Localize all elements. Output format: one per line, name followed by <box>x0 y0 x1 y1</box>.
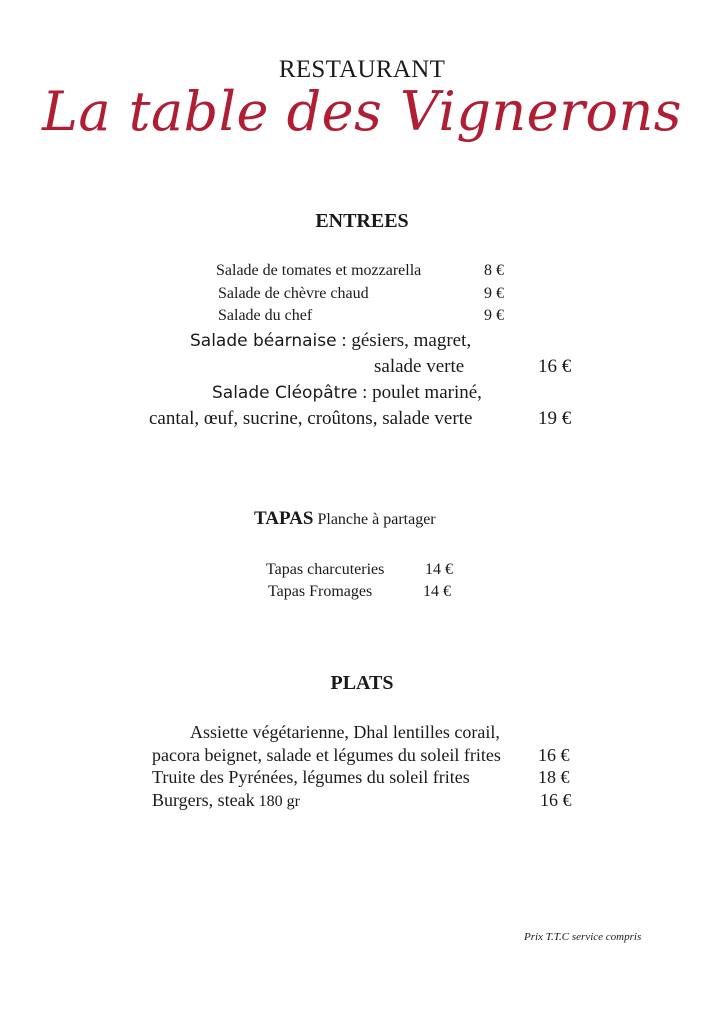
menu-item-price: 19 € <box>538 408 572 429</box>
menu-item-description: : poulet mariné, <box>357 382 482 403</box>
menu-item-name: Salade de chèvre chaud <box>218 285 369 302</box>
section-title: TAPAS <box>254 508 314 529</box>
menu-item-name: Salade de tomates et mozzarella <box>216 262 422 279</box>
menu-item-description: : gésiers, magret, <box>336 330 472 351</box>
menu-item-price: 9 € <box>484 307 504 324</box>
menu-item-price: 14 € <box>425 561 453 578</box>
menu-item-description: pacora beignet, salade et légumes du soleil frites <box>152 745 501 765</box>
menu-item-description-continued: cantal, œuf, sucrine, croûtons, salade verte <box>149 408 473 429</box>
menu-item-name: Truite des Pyrénées, légumes du soleil frites <box>152 767 470 787</box>
menu-item-name: Salade Cléopâtre <box>212 383 358 403</box>
menu-item-price: 16 € <box>538 356 572 377</box>
section-heading-plats: PLATS <box>330 672 394 694</box>
menu-item-name: Burgers, steak <box>152 790 255 810</box>
menu-item-price: 16 € <box>540 790 572 810</box>
menu-item-price: 9 € <box>484 285 504 302</box>
menu-item-price: 16 € <box>538 745 570 765</box>
menu-item-weight: 180 gr <box>254 793 300 810</box>
menu-item-price: 14 € <box>423 583 451 600</box>
restaurant-logo-name: La table des Vignerons <box>42 80 682 143</box>
menu-item-price: 18 € <box>538 767 570 787</box>
menu-item-name: Tapas charcuteries <box>266 561 385 578</box>
menu-item-cleopatre <box>212 382 482 404</box>
menu-item-description-continued: salade verte <box>374 356 465 377</box>
section-subtitle: Planche à partager <box>313 511 436 528</box>
menu-item-name: Salade béarnaise <box>190 331 337 351</box>
section-heading-entrees: ENTREES <box>315 210 409 232</box>
menu-item-name: Assiette végétarienne, Dhal lentilles corail, <box>190 722 500 742</box>
restaurant-kicker: RESTAURANT <box>278 56 446 83</box>
menu-item-name: Salade du chef <box>218 307 313 324</box>
section-heading-tapas <box>254 508 436 530</box>
menu-item-name: Tapas Fromages <box>268 583 373 600</box>
menu-item-burgers <box>152 790 300 811</box>
menu-item-bearnaise <box>190 330 471 352</box>
menu-item-price: 8 € <box>484 262 504 279</box>
price-footnote: Prix T.T.C service compris <box>524 931 642 943</box>
